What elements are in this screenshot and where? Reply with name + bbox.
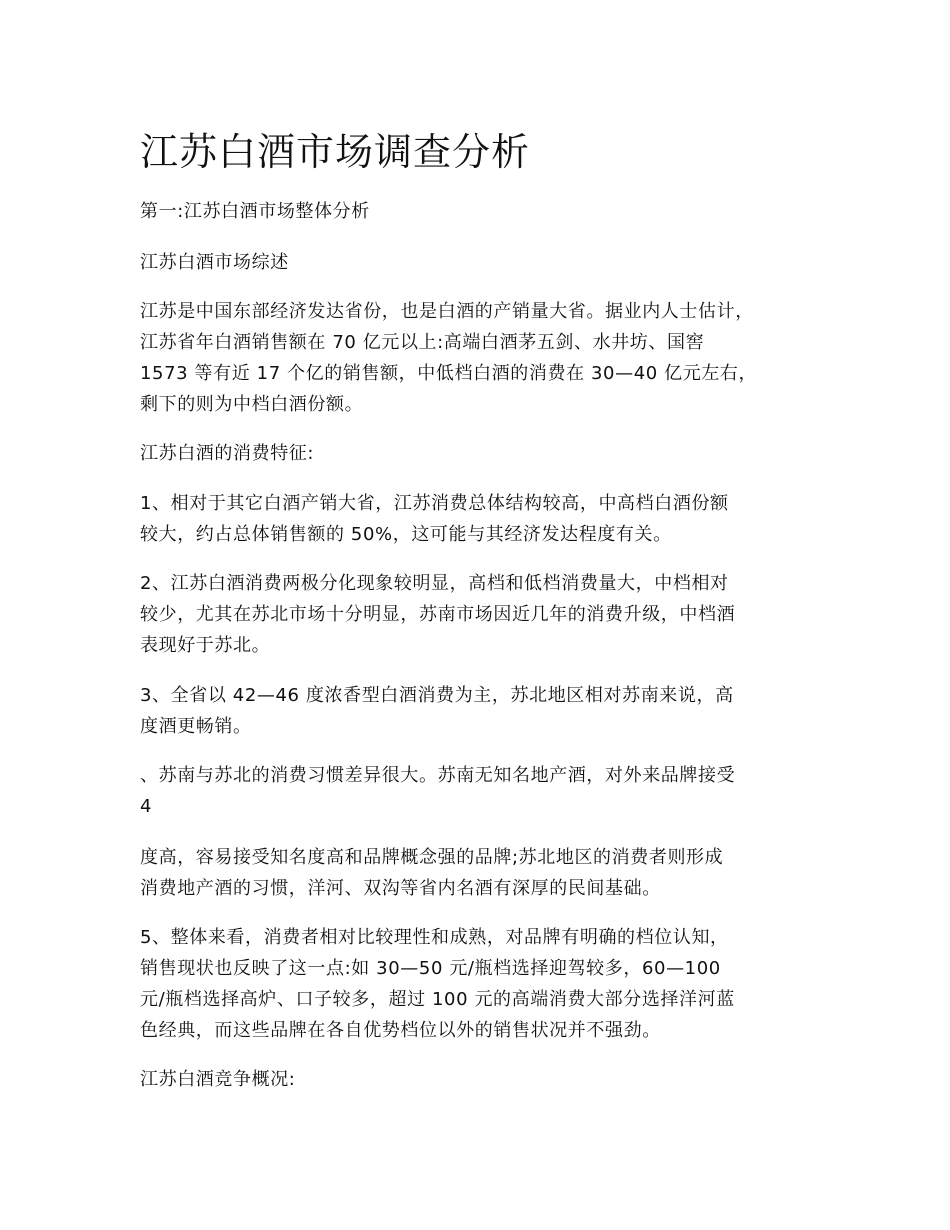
text-line: 3、全省以 42—46 度浓香型白酒消费为主，苏北地区相对苏南来说，高 (140, 685, 734, 706)
text-line: 5、整体来看，消费者相对比较理性和成熟，对品牌有明确的档位认知， (140, 927, 729, 948)
text-line: 2、江苏白酒消费两极分化现象较明显，高档和低档消费量大，中档相对 (140, 573, 729, 594)
text-line: 较少，尤其在苏北市场十分明显，苏南市场因近几年的消费升级，中档酒 (140, 604, 736, 625)
overview-heading (140, 247, 830, 278)
text-line: 第一:江苏白酒市场整体分析 (140, 201, 370, 222)
competition-heading (140, 1064, 830, 1095)
text-line: 度酒更畅销。 (140, 716, 252, 737)
text-line: 1、相对于其它白酒产销大省，江苏消费总体结构较高，中高档白酒份额 (140, 493, 729, 514)
point-3-paragraph (140, 680, 830, 742)
text-line: 1573 等有近 17 个亿的销售额，中低档白酒的消费在 30—40 亿元左右， (140, 363, 758, 384)
text-line: 江苏是中国东部经济发达省份，也是白酒的产销量大省。据业内人士估计， (140, 301, 754, 322)
overview-paragraph (140, 296, 830, 420)
text-line: 较大，约占总体销售额的 50%，这可能与其经济发达程度有关。 (140, 524, 672, 545)
point-1-paragraph (140, 488, 830, 550)
text-line: 色经典，而这些品牌在各自优势档位以外的销售状况并不强劲。 (140, 1020, 661, 1041)
point-5-paragraph (140, 922, 830, 1046)
text-line: 表现好于苏北。 (140, 635, 271, 656)
text-line: 江苏省年白酒销售额在 70 亿元以上:高端白酒茅五剑、水井坊、国窖 (140, 332, 705, 353)
text-line: 江苏白酒竞争概况: (140, 1069, 296, 1090)
text-line: 元/瓶档选择高炉、口子较多，超过 100 元的高端消费大部分选择洋河蓝 (140, 989, 735, 1010)
text-line: 剩下的则为中档白酒份额。 (140, 394, 364, 415)
text-line: 消费地产酒的习惯，洋河、双沟等省内名酒有深厚的民间基础。 (140, 878, 661, 899)
point-4-paragraph-a (140, 760, 830, 822)
text-line: 4 (140, 796, 153, 817)
section-heading (140, 196, 830, 227)
text-line: 销售现状也反映了这一点:如 30—50 元/瓶档选择迎驾较多，60—100 (140, 958, 721, 979)
text-line: 、苏南与苏北的消费习惯差异很大。苏南无知名地产酒，对外来品牌接受 (140, 765, 736, 786)
point-4-paragraph-b (140, 842, 830, 904)
text-line: 江苏白酒市场综述 (140, 252, 289, 273)
text-line: 江苏白酒的消费特征: (140, 443, 315, 464)
consumption-heading (140, 438, 830, 469)
point-2-paragraph (140, 568, 830, 661)
text-line: 度高，容易接受知名度高和品牌概念强的品牌;苏北地区的消费者则形成 (140, 847, 724, 868)
document-title: 江苏白酒市场调查分析 (140, 130, 531, 174)
